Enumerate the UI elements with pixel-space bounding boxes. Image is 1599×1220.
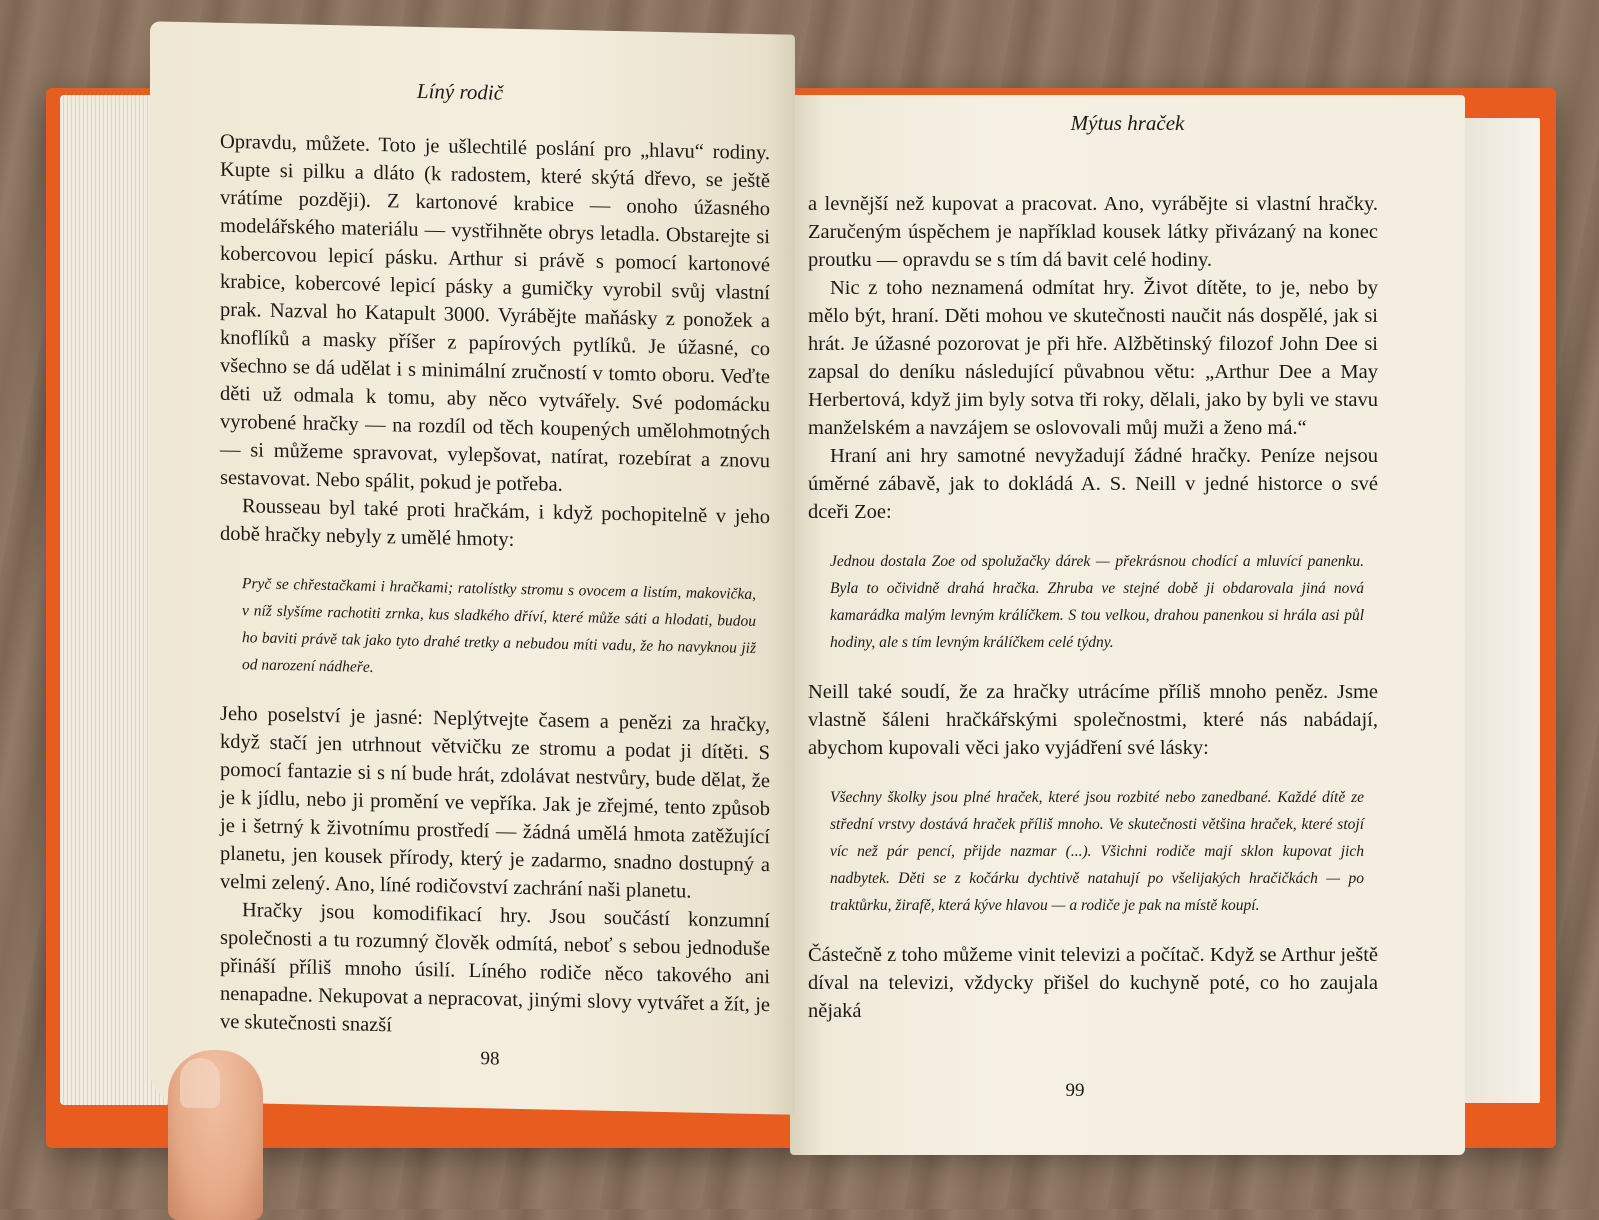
running-head-right: Mýtus hraček: [1070, 111, 1185, 135]
running-head-left: Líný rodič: [416, 78, 504, 105]
page-edges-right: [1460, 118, 1540, 1103]
paragraph: Jeho poselství je jasné: Neplýtvejte časem a penězi za hračky, když stačí jen utrhnout větvičku ze stromu a podat ji dítěti. S pomocí fantazie si s ní bude hrát, zdolávat nestvůry, bude dělat, že je k jídlu, nebo ji promění ve vepříka. Jak je zřejmé, tento způsob je i šetrný k životnímu prostředí — žádná umělá hmota zatěžující planetu, jen kousek přírody, který je zadarmo, snadno dostupný a velmi zelený. Ano, líné rodičovství zachrání naši planetu.: [220, 702, 770, 903]
paragraph: Nic z toho neznamená odmítat hry. Život dítěte, to je, nebo by mělo být, hraní. Děti mohou ve skutečnosti naučit nás dospělé, jak si hrát. Je úžasné pozorovat je při hře. Alžbětinský filozof John Dee si zapsal do deníku následující půvabnou větu: „Arthur Dee a May Herbertová, když jim byly sotva tři roky, dělali, jako by byli ve stavu manželském a navzájem se oslovovali můj muži a ženo má.“: [808, 277, 1378, 439]
paragraph: Neill také soudí, že za hračky utrácíme příliš mnoho peněz. Jsme vlastně šáleni hračkářskými společnostmi, které nás nabádají, abychom kupovali věci jako vyjádření své lásky:: [808, 681, 1378, 759]
paragraph: Opravdu, můžete. Toto je ušlechtilé poslání pro „hlavu“ rodiny. Kupte si pilku a dláto (k radostem, které skýtá dřevo, se ještě vrátíme později). Z kartonové krabice — onoho úžasného modelářského materiálu — vystřihněte obrys letadla. Obstarejte si kobercovou lepicí pásku. Arthur si právě s pomocí kartonové krabice, kobercové lepicí pásky a gumičky vyrobil svůj vlastní prak. Nazval ho Katapult 3000. Vyrábějte maňásky z ponožek a knoflíků a masky příšer z papírových pytlíků. Je úžasné, co všechno se dá udělat i s minimální zručností v tomto oboru. Veďte děti už odmala k tomu, aby něco vytvářely. Své podomácku vyrobené hračky — na rozdíl od těch koupených umělohmotných — si můžeme spravovat, vylepšovat, natírat, rozebírat a znovu sestavovat. Nebo spálit, pokud je potřeba.: [220, 130, 770, 496]
block-quote: Jednou dostala Zoe od spolužačky dárek — překrásnou chodící a mluvící panenku. Byla to očividně drahá hračka. Zhruba ve stejné době ji obdarovala jiná nová kamarádka malým levným králíčkem. S tou velkou, drahou panenkou si hrála asi půl hodiny, ale s tím levným králíčkem celé týdny.: [830, 553, 1364, 651]
paragraph: Hračky jsou komodifikací hry. Jsou součástí konzumní společnosti a tu rozumný člověk odmítá, neboť s sebou jednoduše přináší příliš mnoho úsilí. Líného rodiče něco takového ani nenapadne. Nekupovat a nepracovat, jinými slovy vytvářet a žít, je ve skutečnosti snazší: [220, 899, 770, 1037]
block-quote: Všechny školky jsou plné hraček, které jsou rozbité nebo zanedbané. Každé dítě ze střední vrstvy dostává hraček příliš mnoho. Ve skutečnosti většina hraček, které stojí víc než pár pencí, přijde nazmar (...). Všichni rodiče mají sklon kupovat jich nadbytek. Děti se z kočárku dychtivě natahují po všelijakých hračičkách — po traktůrku, žirafě, která kýve hlavou — a rodiče je pak na místě koupí.: [830, 789, 1364, 914]
paragraph: Hraní ani hry samotné nevyžadují žádné hračky. Peníze nejsou úměrné zábavě, jak to dokládá A. S. Neill v jedné historce o své dceři Zoe:: [808, 445, 1378, 523]
right-page: [790, 95, 1465, 1155]
paragraph: Rousseau byl také proti hračkám, i když pochopitelně v jeho době hračky nebyly z umělé hmoty:: [220, 495, 770, 551]
paragraph: a levnější než kupovat a pracovat. Ano, vyrábějte si vlastní hračky. Zaručeným úspěchem je například kousek látky přivázaný na konec proutku — opravdu se s tím dá bavit celé hodiny.: [808, 193, 1378, 271]
left-page: [150, 21, 795, 1115]
page-number-right: 99: [1065, 1080, 1085, 1101]
paragraph: Částečně z toho můžeme vinit televizi a počítač. Když se Arthur ještě díval na televizi, vždycky přišel do kuchyně poté, co ho zaujala nějaká: [808, 944, 1378, 1022]
block-quote: Pryč se chřestačkami i hračkami; ratolístky stromu s ovocem a listím, makovička, v níž slyšíme rachotiti zrnka, kus sladkého dříví, které může sáti a hlodati, budou ho baviti právě tak jako tyto drahé tretky a nebudou míti vadu, že ho navyknou již od narození nádheře.: [242, 575, 756, 676]
right-page-text: [808, 190, 1378, 1025]
page-number-left: 98: [480, 1048, 500, 1070]
left-page-text: [220, 128, 770, 1048]
thumbnail-nail: [180, 1058, 220, 1108]
